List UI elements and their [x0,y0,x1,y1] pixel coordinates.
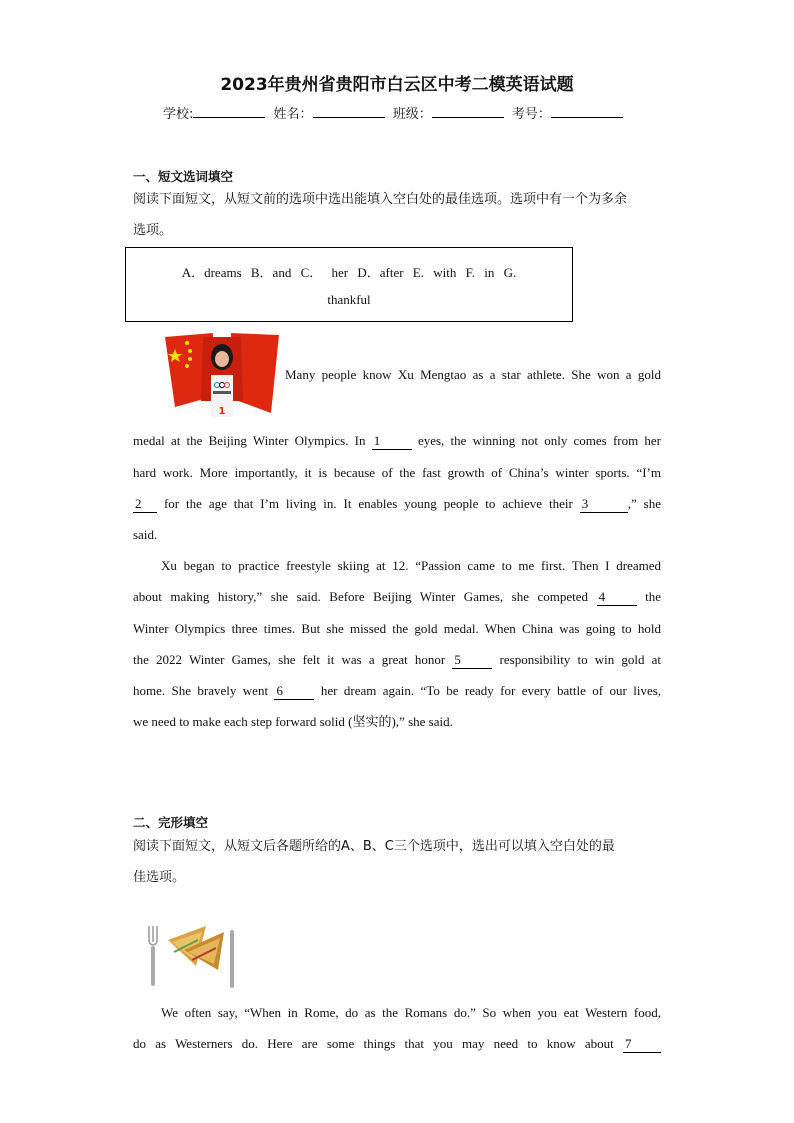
section1-heading: 一、短文选词填空 [133,169,234,184]
blank-2[interactable]: 2 [133,496,157,513]
options-row-2: thankful [327,292,371,307]
passage1-line-4: 2 for the age that I’m living in. It enables young people to achieve their 3 ,” she [135,496,661,511]
blank-1[interactable]: 1 [372,433,412,450]
blank-4[interactable]: 4 [597,589,637,606]
blank-6[interactable]: 6 [274,683,314,700]
passage2-line-2: do as Westerners do. Here are some things that you may need to know about 7 [133,1036,661,1053]
section1-instruction-2: 选项。 [133,223,173,238]
sandwich-cutlery-image [140,912,238,990]
blank-3[interactable]: 3 [580,496,628,513]
name-blank [313,105,385,118]
passage1-line-1: Many people know Xu Mengtao as a star athlete. She won a gold [285,367,661,382]
section2-instruction-2: 佳选项。 [133,870,186,885]
options-row-1: A．dreams B．and C． her D．after E. with F. in G. [181,265,517,280]
class-label: 班级： [392,107,432,122]
section2-instruction-1: 阅读下面短文，从短文后各题所给的A、B、C三个选项中，选出可以填入空白处的最 [133,839,615,854]
passage1-line-8: Winter Olympics three times. But she missed the gold medal. When China was going to hold [133,621,661,636]
blank-5[interactable]: 5 [452,652,492,669]
passage1-line-3: hard work. More importantly, it is because of the fast growth of China’s winter sports. “I’m [133,465,661,480]
passage1-line-2: medal at the Beijing Winter Olympics. In 1 eyes, the winning not only comes from her [133,433,662,448]
passage1-line-6: Xu began to practice freestyle skiing at 12. “Passion came to me first. Then I dreamed [161,558,661,573]
school-blank [193,105,265,118]
page-title: 2023年贵州省贵阳市白云区中考二模英语试题 [220,75,574,95]
name-label: 姓名： [273,107,313,122]
number-label: 考号： [511,107,551,122]
athlete-flag-photo [163,327,281,417]
passage1-line-10: home. She bravely went 6 her dream again. “To be ready for every battle of our lives, [133,683,662,698]
number-blank [551,105,623,118]
blank-7[interactable]: 7 [623,1036,661,1053]
passage1-line-7: about making history,” she said. Before Beijing Winter Games, she competed 4 the [133,589,662,604]
svg-text:1: 1 [218,406,226,417]
passage1-line-9: the 2022 Winter Games, she felt it was a great honor 5 responsibility to win gold at [133,652,662,667]
student-info-line [163,103,627,122]
class-blank [432,105,504,118]
options-box [125,247,573,322]
section1-instruction-1: 阅读下面短文，从短文前的选项中选出能填入空白处的最佳选项。选项中有一个为多余 [133,192,628,207]
passage1-line-11: we need to make each step forward solid (坚实的),” she said. [133,714,453,729]
passage1-line-5: said. [133,527,158,542]
section2-heading: 二、完形填空 [133,815,209,830]
passage2-line-1: We often say, “When in Rome, do as the Romans do.” So when you eat Western food, [161,1005,661,1020]
school-label: 学校: [163,107,194,122]
